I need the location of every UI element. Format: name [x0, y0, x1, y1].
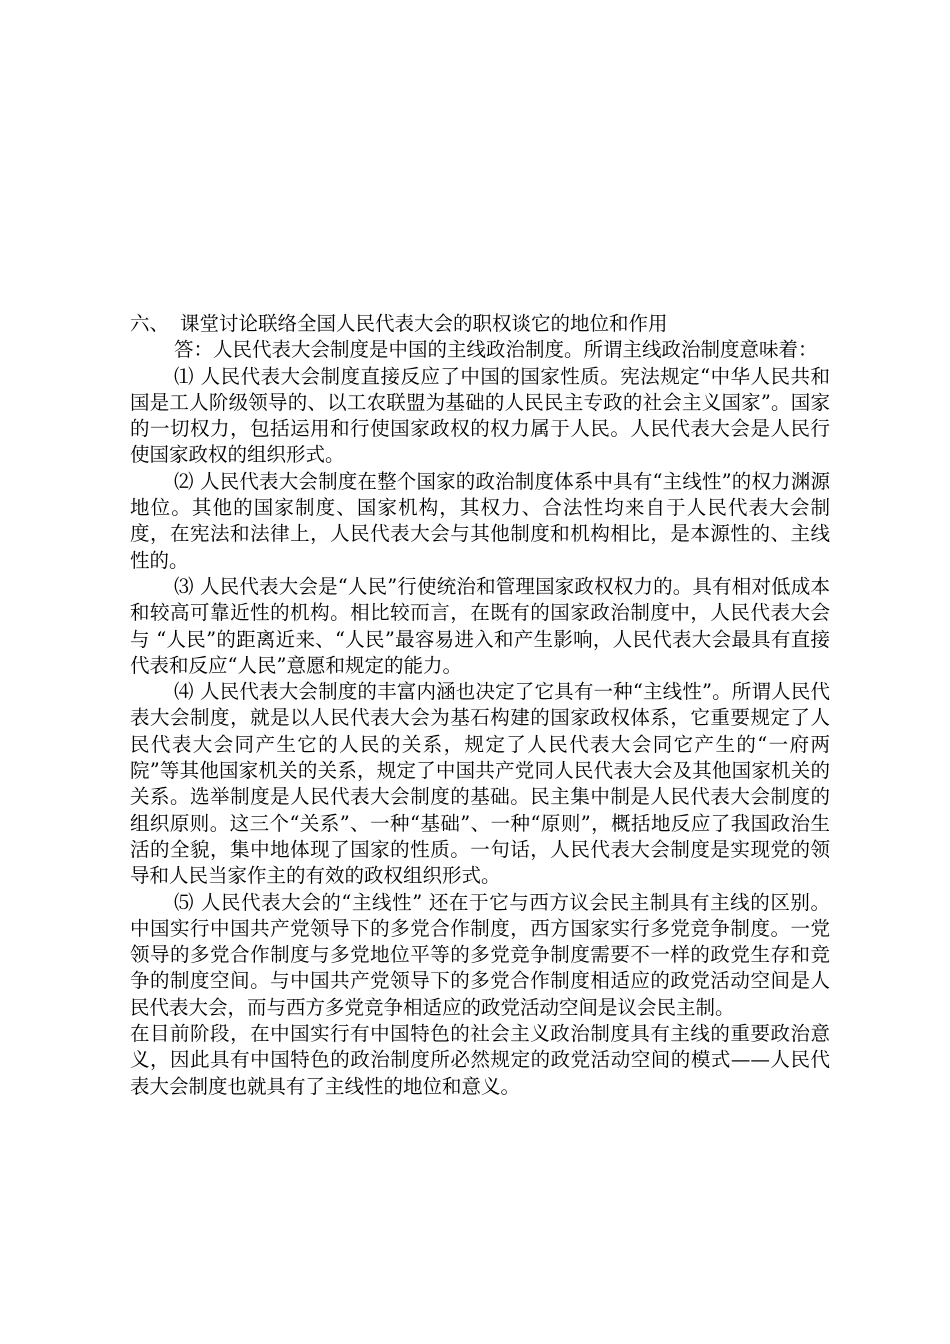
section-heading — [130, 311, 830, 337]
point-3-paragraph: ⑶ 人民代表大会是“人民”行使统治和管理国家政权权力的。具有相对低成本和较高可靠近性的机构。相比较而言，在既有的国家政治制度中，人民代表大会与 “人民”的距离近来、“人民”最容易进入和产生影响，人民代表大会最具有直接代表和反应“人民”意愿和规定的能力。 — [130, 574, 830, 677]
conclusion-paragraph: 在目前阶段，在中国实行有中国特色的社会主义政治制度具有主线的重要政治意义，因此具有中国特色的政治制度所必然规定的政党活动空间的模式——人民代表大会制度也就具有了主线性的地位和意义。 — [130, 1022, 830, 1098]
point-5-paragraph: ⑸ 人民代表大会的“主线性” 还在于它与西方议会民主制具有主线的区别。中国实行中国共产党领导下的多党合作制度，西方国家实行多党竞争制度。一党领导的多党合作制度与多党地位平等的多党竞争制度需要不一样的政党生存和竞争的制度空间。与中国共产党领导下的多党合作制度相适应的政党活动空间是人民代表大会，而与西方多党竞争相适应的政党活动空间是议会民主制。 — [130, 890, 830, 1019]
point-4-paragraph: ⑷ 人民代表大会制度的丰富内涵也决定了它具有一种“主线性”。所谓人民代表大会制度，就是以人民代表大会为基石构建的国家政权体系，它重要规定了人民代表大会同产生它的人民的关系，规定了人民代表大会同它产生的“一府两院”等其他国家机关的关系，规定了中国共产党同人民代表大会及其他国家机关的关系。选举制度是人民代表大会制度的基础。民主集中制是人民代表大会制度的组织原则。这三个“关系”、一种“基础”、一种“原则”，概括地反应了我国政治生活的全貌，集中地体现了国家的性质。一句话，人民代表大会制度是实现党的领导和人民当家作主的有效的政权组织形式。 — [130, 680, 830, 888]
section-title: 课堂讨论联络全国人民代表大会的职权谈它的地位和作用 — [180, 312, 668, 335]
point-1-paragraph: ⑴ 人民代表大会制度直接反应了中国的国家性质。宪法规定“中华人民共和国是工人阶级领导的、以工农联盟为基础的人民民主专政的社会主义国家”。国家的一切权力，包括运用和行使国家政权的权力属于人民。人民代表大会是人民行使国家政权的组织形式。 — [130, 364, 830, 467]
point-2-paragraph: ⑵ 人民代表大会制度在整个国家的政治制度体系中具有“主线性”的权力渊源地位。其他的国家制度、国家机构，其权力、合法性均来自于人民代表大会制度，在宪法和法律上，人民代表大会与其他制度和机构相比，是本源性的、主线性的。 — [130, 469, 830, 572]
section-number: 六、 — [130, 312, 170, 335]
answer-intro-paragraph: 答：人民代表大会制度是中国的主线政治制度。所谓主线政治制度意味着： — [174, 338, 818, 362]
document-body — [130, 311, 830, 1100]
